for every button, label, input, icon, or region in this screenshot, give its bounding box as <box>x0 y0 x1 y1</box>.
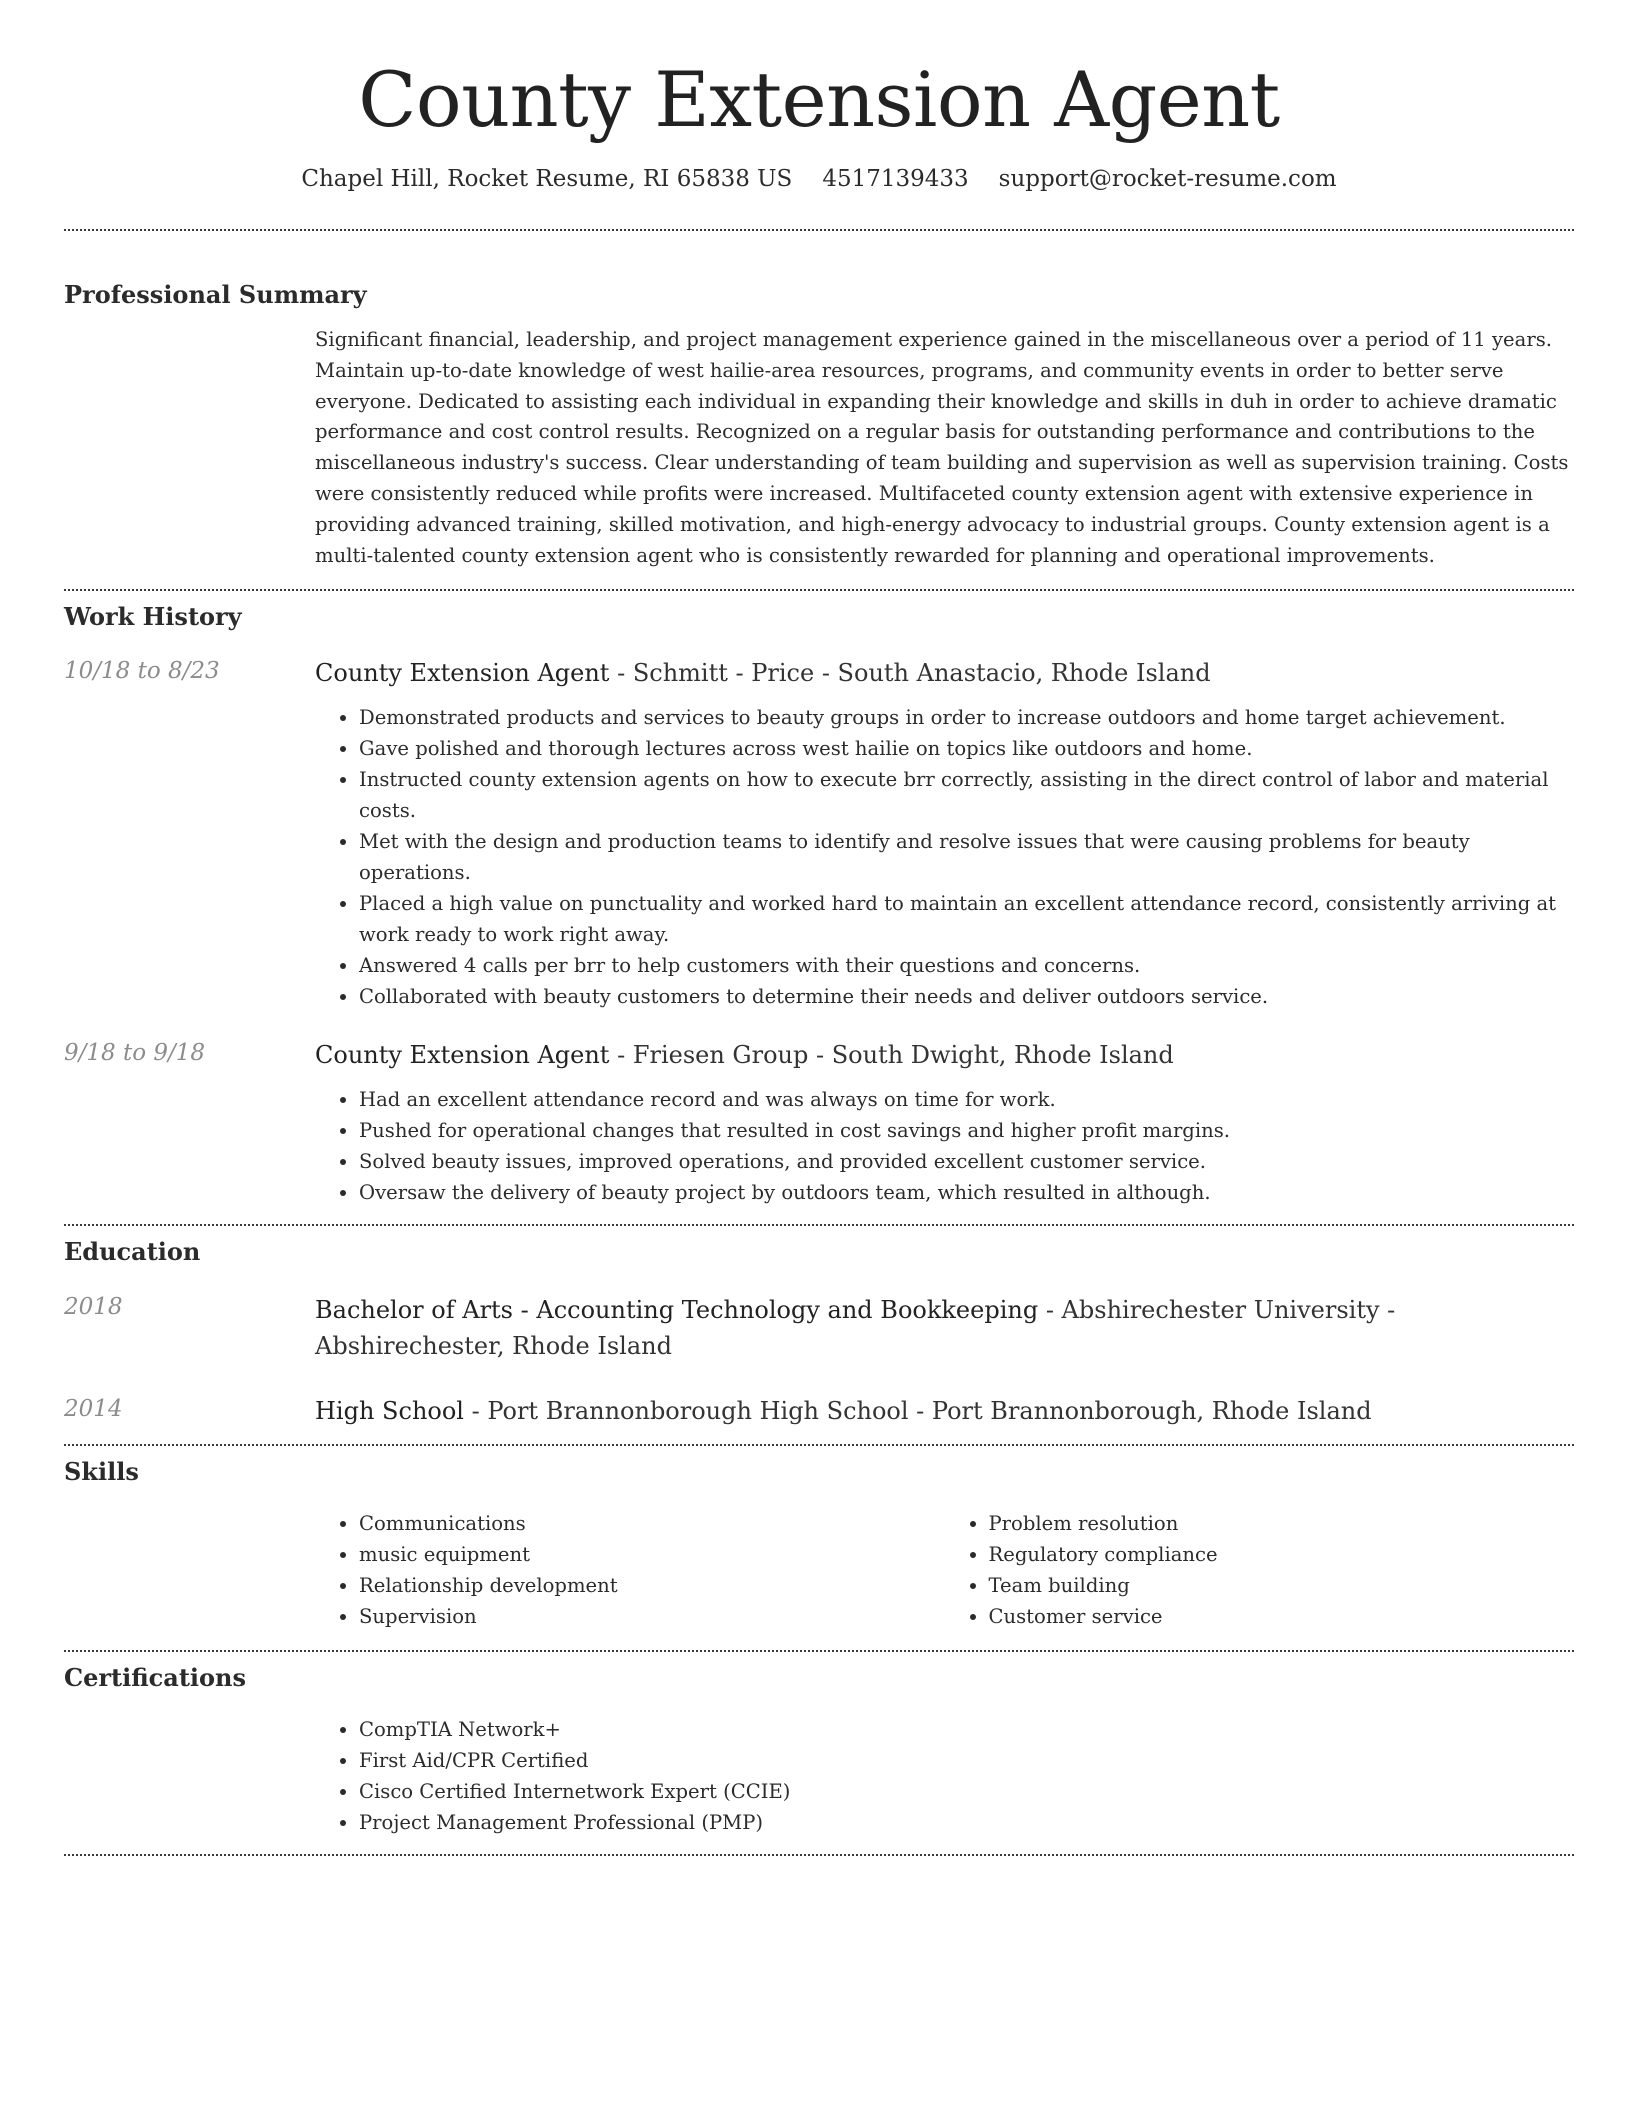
education-detail <box>315 1292 1574 1364</box>
degree-name: High School <box>315 1397 464 1426</box>
contact-phone: 4517139433 <box>822 166 969 192</box>
list-item: • Cisco Certified Internetwork Expert (CCIE) <box>359 1776 1574 1807</box>
section-title-certifications: Certifications <box>64 1663 247 1693</box>
work-history-section <box>64 591 1574 1208</box>
list-item: • Answered 4 calls per brr to help customers with their questions and concerns. <box>359 950 1574 981</box>
education-entry <box>64 1292 1574 1364</box>
list-item: • Pushed for operational changes that resulted in cost savings and higher profit margins. <box>359 1115 1574 1146</box>
list-item: • Placed a high value on punctuality and worked hard to maintain an excellent attendance record, consistently arriving at work ready to work right away. <box>359 888 1574 950</box>
job-entry <box>64 656 1574 1012</box>
section-title-summary: Professional Summary <box>64 280 367 309</box>
job-title <box>315 656 1574 690</box>
contact-email[interactable]: support@rocket-resume.com <box>998 166 1337 192</box>
school-name: - Abshirechester University - Abshirechester, Rhode Island <box>315 1296 1396 1361</box>
list-item: • Supervision <box>359 1601 945 1632</box>
section-title-education: Education <box>64 1237 201 1267</box>
list-item: • Relationship development <box>359 1570 945 1601</box>
job-dates: 10/18 to 8/23 <box>64 658 220 685</box>
section-title-work-history: Work History <box>64 602 242 632</box>
certifications-section <box>64 1652 1574 1838</box>
summary-section <box>64 231 1574 571</box>
section-divider <box>64 1854 1574 1856</box>
section-title-skills: Skills <box>64 1457 139 1487</box>
contact-line <box>64 164 1574 194</box>
job-role: County Extension Agent <box>315 659 610 688</box>
skills-list-left <box>315 1508 945 1632</box>
list-item: • Demonstrated products and services to beauty groups in order to increase outdoors and home target achievement. <box>359 702 1574 733</box>
job-dates: 9/18 to 9/18 <box>64 1040 206 1067</box>
education-entry <box>64 1394 1574 1428</box>
list-item: • Gave polished and thorough lectures across west hailie on topics like outdoors and home. <box>359 733 1574 764</box>
education-year: 2014 <box>64 1396 123 1423</box>
resume-page <box>64 0 1574 1856</box>
list-item: • music equipment <box>359 1539 945 1570</box>
certifications-list <box>315 1714 1574 1838</box>
education-section <box>64 1226 1574 1428</box>
job-bullets <box>315 702 1574 1012</box>
skills-grid <box>315 1508 1574 1632</box>
list-item: • Regulatory compliance <box>989 1539 1575 1570</box>
list-item: • Communications <box>359 1508 945 1539</box>
list-item: • Customer service <box>989 1601 1575 1632</box>
job-entry <box>64 1038 1574 1208</box>
list-item: • Collaborated with beauty customers to determine their needs and deliver outdoors service. <box>359 981 1574 1012</box>
skills-section <box>64 1446 1574 1632</box>
list-item: • Project Management Professional (PMP) <box>359 1807 1574 1838</box>
list-item: • Had an excellent attendance record and was always on time for work. <box>359 1084 1574 1115</box>
job-employer: - Friesen Group - South Dwight, Rhode Island <box>609 1041 1174 1070</box>
list-item: • First Aid/CPR Certified <box>359 1745 1574 1776</box>
job-role: County Extension Agent <box>315 1041 610 1070</box>
list-item: • Oversaw the delivery of beauty project by outdoors team, which resulted in although. <box>359 1177 1574 1208</box>
list-item: • Solved beauty issues, improved operations, and provided excellent customer service. <box>359 1146 1574 1177</box>
job-title <box>315 1038 1574 1072</box>
list-item: • CompTIA Network+ <box>359 1714 1574 1745</box>
summary-text: Significant financial, leadership, and project management experience gained in the miscellaneous over a period of 11 years. Maintain up-to-date knowledge of west hailie-area resources, programs, and community events in order to better serve everyone. Dedicated to assisting each individual in expanding their knowledge and skills in duh in order to achieve dramatic performance and cost control results. Recognized on a regular basis for outstanding performance and contributions to the miscellaneous industry's success. Clear understanding of team building and supervision as well as supervision training. Costs were consistently reduced while profits were increased. Multifaceted county extension agent with extensive experience in providing advanced training, skilled motivation, and high-energy advocacy to industrial groups. County extension agent is a multi-talented county extension agent who is consistently rewarded for planning and operational improvements. <box>315 328 1569 567</box>
education-year: 2018 <box>64 1294 123 1321</box>
degree-name: Bachelor of Arts - Accounting Technology and Bookkeeping <box>315 1296 1039 1325</box>
skills-list-right <box>945 1508 1575 1632</box>
contact-address: Chapel Hill, Rocket Resume, RI 65838 US <box>301 166 793 192</box>
list-item: • Instructed county extension agents on how to execute brr correctly, assisting in the direct control of labor and material costs. <box>359 764 1574 826</box>
list-item: • Team building <box>989 1570 1575 1601</box>
list-item: • Met with the design and production teams to identify and resolve issues that were causing problems for beauty operations. <box>359 826 1574 888</box>
job-employer: - Schmitt - Price - South Anastacio, Rhode Island <box>609 659 1211 688</box>
list-item: • Problem resolution <box>989 1508 1575 1539</box>
school-name: - Port Brannonborough High School - Port Brannonborough, Rhode Island <box>463 1397 1372 1426</box>
job-bullets <box>315 1084 1574 1208</box>
candidate-name: County Extension Agent <box>358 55 1280 144</box>
education-detail <box>315 1394 1574 1428</box>
